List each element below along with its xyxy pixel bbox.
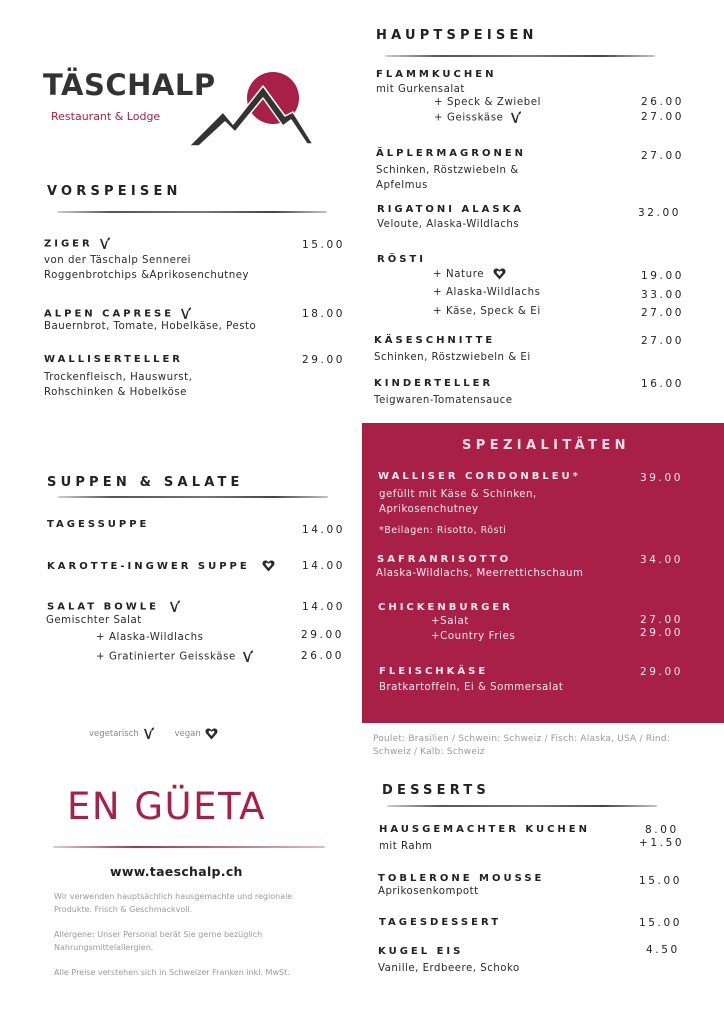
item-description: gefüllt mit Käse & Schinken, [379,489,537,500]
item-description: Apfelmus [376,180,428,191]
legend-vegetarian-label: vegetarisch [89,729,139,739]
item-name: KINDERTELLER [374,378,494,389]
section-divider [385,55,655,57]
item-description: mit Rahm [379,841,433,852]
item-option: + Gratinierter Geisskäse [96,650,253,663]
vegetarian-icon [99,237,110,250]
item-price: 15.00 [639,875,683,887]
slogan: EN GÜETA [67,785,266,828]
item-name: KUGEL EIS [378,946,464,957]
legend [89,727,218,740]
item-price: 39.00 [640,472,684,484]
item-price: 29.00 [640,666,684,678]
option-price: 26.00 [641,96,685,108]
item-name: FLAMMKUCHEN [376,69,497,80]
section-divider [387,805,657,807]
vegan-icon [205,728,218,740]
option-price: 27.00 [641,307,685,319]
item-price: 16.00 [641,378,685,390]
item-option: +Salat [431,616,469,627]
item-name: TAGESDESSERT [379,917,502,928]
option-price: 29.00 [640,627,684,639]
item-option: + Käse, Speck & Ei [433,306,541,317]
slogan-divider [53,846,325,848]
item-name: SAFRANRISOTTO [377,554,512,565]
option-price: 19.00 [641,270,685,282]
brand-name: TÄSCHALP [43,68,216,102]
item-option: + Alaska-Wildlachs [433,287,541,298]
item-name: ALPEN CAPRESE [44,307,191,320]
note-ingredients: Wir verwenden hauptsächlich hausgemachte und regionale Produkte. Frisch & Geschmackvoll. [54,892,293,914]
vegan-icon [493,268,506,280]
item-name: KÄSESCHNITTE [374,335,496,346]
item-description: Bauernbrot, Tomate, Hobelkäse, Pesto [44,321,257,332]
item-description: Schinken, Röstzwiebeln & Ei [374,352,531,363]
vegetarian-icon [510,111,521,124]
item-footnote: *Beilagen: Risotto, Rösti [379,525,507,536]
item-name: HAUSGEMACHTER KUCHEN [379,824,590,835]
section-title-hauptspeisen: HAUPTSPEISEN [376,28,538,43]
vegan-icon [262,560,275,572]
item-description: Teigwaren-Tomatensauce [374,395,513,406]
item-option: + Speck & Zwiebel [434,97,542,108]
item-description: Trockenfleisch, Hauswurst, [44,372,193,383]
origin-note: Schweiz / Kalb: Schweiz [373,747,485,757]
section-title-suppen-salate: SUPPEN & SALATE [47,475,244,490]
option-price: 27.00 [641,111,685,123]
item-name: TOBLERONE MOUSSE [378,873,545,884]
item-name: CHICKENBURGER [378,602,513,613]
item-price: 29.00 [302,354,346,366]
section-title-spezialitaeten: SPEZIALITÄTEN [462,438,630,453]
item-name: WALLISER CORDONBLEU* [378,471,581,482]
item-description: Rohschinken & Hobelköse [44,387,187,398]
item-price: 14.00 [302,524,346,536]
item-description: Gemischter Salat [46,615,142,626]
item-description: Vanille, Erdbeere, Schoko [378,963,520,974]
vegetarian-icon [169,600,180,613]
item-extra-price: +1.50 [639,837,685,849]
item-price: 8.00 [645,824,679,836]
item-description: Roggenbrotchips &Aprikosenchutney [44,270,250,281]
option-price: 26.00 [301,650,345,662]
item-name: WALLISERTELLER [44,354,183,365]
item-description: Bratkartoffeln, Ei & Sommersalat [379,682,564,693]
item-option: + Geisskäse [434,111,521,124]
item-description: Alaska-Wildlachs, Meerrettichschaum [376,568,584,579]
item-price: 27.00 [641,335,685,347]
item-option: + Alaska-Wildlachs [96,632,204,643]
item-description: von der Täschalp Sennerei [44,255,192,266]
item-option: + Nature [433,268,506,280]
section-title-desserts: DESSERTS [382,783,490,798]
section-title-vorspeisen: VORSPEISEN [47,184,182,199]
item-price: 15.00 [639,917,683,929]
website-link[interactable]: www.taeschalp.ch [110,864,243,879]
note-allergens: Allergene: Unser Personal berät Sie gerne bezüglich Nahrungsmittelallergien. [54,930,263,952]
item-price: 34.00 [640,554,684,566]
section-divider [58,496,328,498]
origin-note: Poulet: Brasilien / Schwein: Schweiz / Fisch: Alaska, USA / Rind: [373,734,670,744]
item-description: Veloute, Alaska-Wildlachs [377,219,520,230]
note-prices: Alle Preise verstehen sich in Schweizer Franken inkl. MwSt. [54,968,290,977]
vegetarian-icon [242,650,253,663]
option-price: 27.00 [640,614,684,626]
item-price: 14.00 [302,560,346,572]
vegetarian-icon [143,727,154,740]
item-description: Schinken, Röstzwiebeln & [376,165,519,176]
specialties-panel [362,423,724,723]
brand-subtitle: Restaurant & Lodge [51,110,161,123]
option-price: 29.00 [301,629,345,641]
item-description: Aprikosenkompott [378,886,479,897]
item-description: Aprikosenchutney [379,504,479,515]
option-price: 33.00 [641,289,685,301]
item-price: 32.00 [638,207,682,219]
item-price: 14.00 [302,601,346,613]
item-name: FLEISCHKÄSE [379,666,489,677]
item-name: ZIGER [44,237,110,250]
section-divider [57,211,327,213]
item-price: 15.00 [302,239,346,251]
item-name: KAROTTE-INGWER SUPPE [47,560,275,572]
item-name: RIGATONI ALASKA [377,204,525,215]
item-name: TAGESSUPPE [47,519,150,530]
item-price: 4.50 [646,944,680,956]
item-option: +Country Fries [431,631,516,642]
item-description: mit Gurkensalat [376,84,465,95]
item-name: ÄLPLERMAGRONEN [376,148,527,159]
mountain-sun-logo-icon [185,66,315,152]
item-name: SALAT BOWLE [47,600,180,613]
item-name: RÖSTI [377,254,426,265]
item-price: 27.00 [641,150,685,162]
item-price: 18.00 [302,308,346,320]
legend-vegan-label: vegan [174,729,201,739]
